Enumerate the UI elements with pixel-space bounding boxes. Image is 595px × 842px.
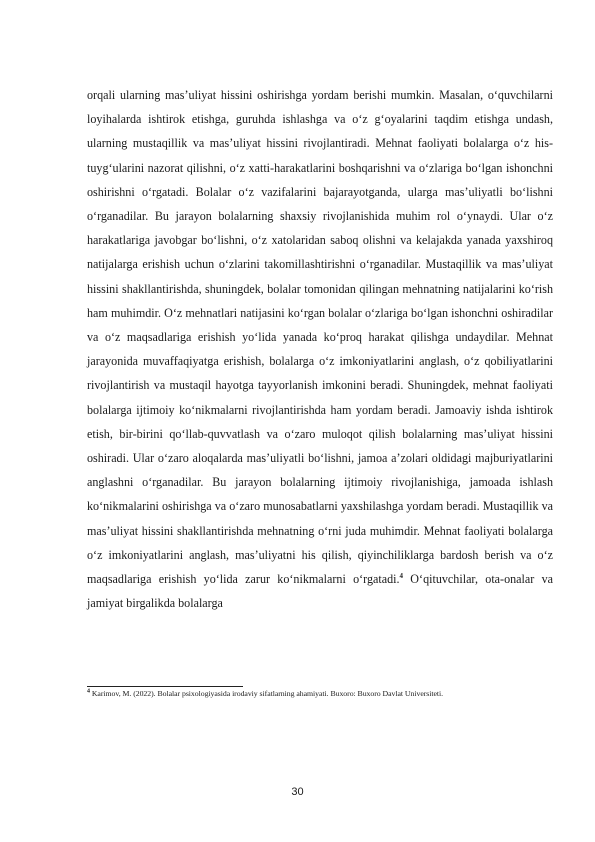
footnote-divider [87, 686, 243, 687]
page-number: 30 [291, 786, 304, 798]
body-text-before-note: orqali ularning mas’uliyat hissini oshirishga yordam berishi mumkin. Masalan, o‘quvchilarni loyihalarda ishtirok etishga, guruhda ishlashga va o‘z g‘oyalarini taqdim etishga undash, ularning mustaqillik va mas’uliyat hissini rivojlantiradi. Mehnat faoliyati bolalarga o‘z his-tuyg‘ularini nazorat qilishni, o‘z xatti-harakatlarini boshqarishni va o‘zlariga bo‘lgan ishonchni oshirishni o‘rgatadi. Bolalar o‘z vazifalarini bajarayotganda, ularga mas’uliyatli bo‘lishni o‘rganadilar. Bu jarayon bolalarning shaxsiy rivojlanishida muhim rol o‘ynaydi. Ular o‘z harakatlariga javobgar bo‘lishni, o‘z xatolaridan saboq olishni va kelajakda yanada yaxshiroq natijalarga erishish uchun o‘zlarini takomillashtirishni o‘rganadilar. Mustaqillik va mas’uliyat hissini shakllantirishda, shuningdek, bolalar tomonidan qilingan mehnatning natijalarini ko‘rish ham muhimdir. O‘z mehnatlari natijasini ko‘rgan bolalar o‘zlariga bo‘lgan ishonchni oshiradilar va o‘z maqsadlariga erishish yo‘lida yanada ko‘proq harakat qilishga undaydilar. Mehnat jarayonida muvaffaqiyatga erishish, bolalarga o‘z imkoniyatlarini anglash, o‘z qobiliyatlarini rivojlantirish va mustaqil hayotga tayyorlanish imkonini beradi. Shuningdek, mehnat faoliyati bolalarga ijtimoiy ko‘nikmalarni rivojlantirishda ham yordam beradi. Jamoaviy ishda ishtirok etish, bir-birini qo‘llab-quvvatlash va o‘zaro muloqot qilish bolalarning mas’uliyat hissini oshiradi. Ular o‘zaro aloqalarda mas’uliyatli bo‘lishni, jamoa a’zolari oldidagi majburiyatlarini anglashni o‘rganadilar. Bu jarayon bolalarning ijtimoiy rivojlanishiga, jamoada ishlash ko‘nikmalarini oshirishga va o‘zaro munosabatlarni yaxshilashga yordam beradi. Mustaqillik va mas’uliyat hissini shakllantirishda mehnatning o‘rni juda muhimdir. Mehnat faoliyati bolalarga o‘z imkoniyatlarini anglash, mas’uliyatni his qilish, qiyinchiliklarga bardosh berish va o‘z maqsadlariga erishish yo‘lida zarur ko‘nikmalarni o‘rgatadi. [87, 88, 553, 587]
body-text-after-note: O‘qituvchilar, ota-onalar va jamiyat birgalikda bolalarga [87, 572, 553, 611]
body-paragraph [87, 83, 553, 615]
footnote [87, 688, 557, 700]
footnote-reference[interactable]: 4 [399, 572, 404, 581]
footnote-marker: 4 [87, 688, 90, 695]
footnote-text: Karimov, M. (2022). Bolalar psixologiyasida irodaviy sifatlarning ahamiyati. Buxoro: Buxoro Davlat Universiteti. [89, 689, 444, 698]
